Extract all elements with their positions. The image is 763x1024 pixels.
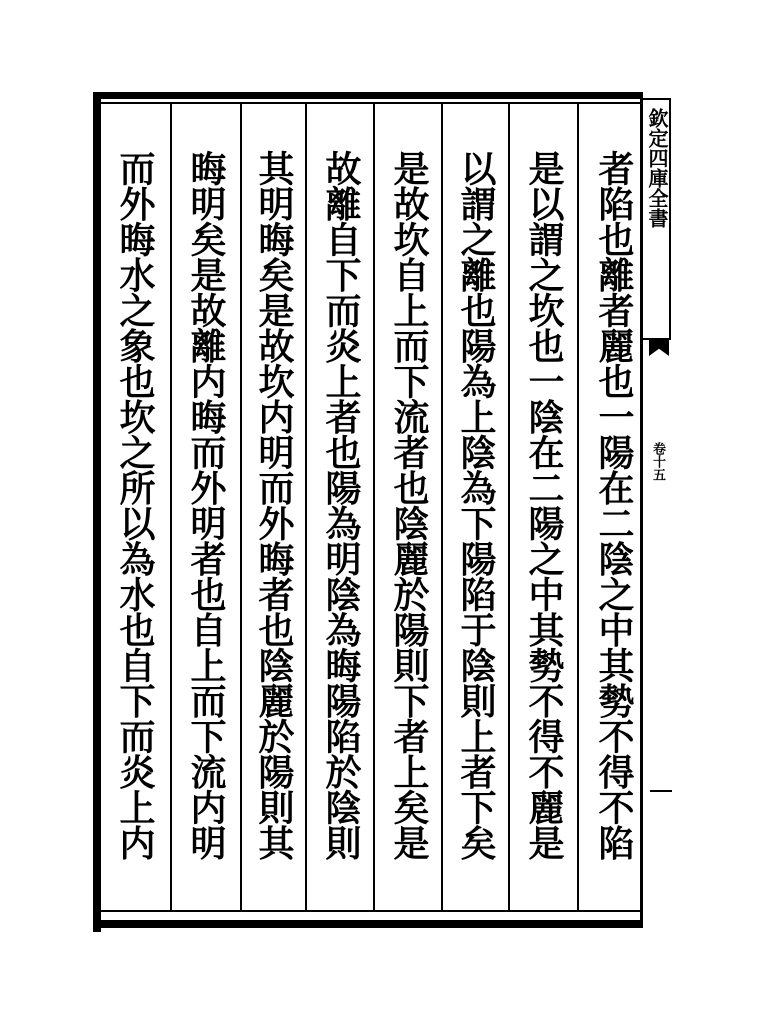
text-column-6: 其明晦矣是故坎内明而外晦者也陰麗於陽則其 [253, 150, 295, 860]
text-column-2: 是以謂之坎也一陰在二陽之中其勢不得不麗是 [523, 150, 565, 860]
margin-rule [650, 790, 672, 792]
column-rule [508, 104, 510, 910]
text-column-7: 晦明矣是故離内晦而外明者也自上而下流内明 [185, 150, 227, 860]
margin-fascicle-number: 卷十五 [650, 442, 665, 481]
frame-bottom-inner-border [93, 910, 643, 912]
text-column-4: 是故坎自上而下流者也陰麗於陽則下者上矣是 [388, 150, 430, 860]
frame-top-border [93, 92, 643, 99]
text-column-3: 以謂之離也陽為上陰為下陽陷于陰則上者下矣 [455, 150, 497, 860]
frame-top-inner-border [93, 102, 643, 104]
text-column-8: 而外晦水之象也坎之所以為水也自下而炎上内 [114, 150, 156, 860]
column-rule [373, 104, 375, 910]
text-column-5: 故離自下而炎上者也陽為明陰為晦陽陷於陰則 [320, 150, 362, 860]
column-rule [441, 104, 443, 910]
column-rule [577, 104, 579, 910]
text-column-1: 者陷也離者麗也一陽在二陰之中其勢不得不陷 [593, 150, 635, 860]
frame-bottom-border [93, 920, 643, 928]
fishtail-mark [649, 340, 669, 356]
margin-book-title: 欽定四庫全書 [645, 108, 669, 228]
frame-left-border [93, 92, 101, 932]
column-rule [305, 104, 307, 910]
column-rule [240, 104, 242, 910]
column-rule [170, 104, 172, 910]
